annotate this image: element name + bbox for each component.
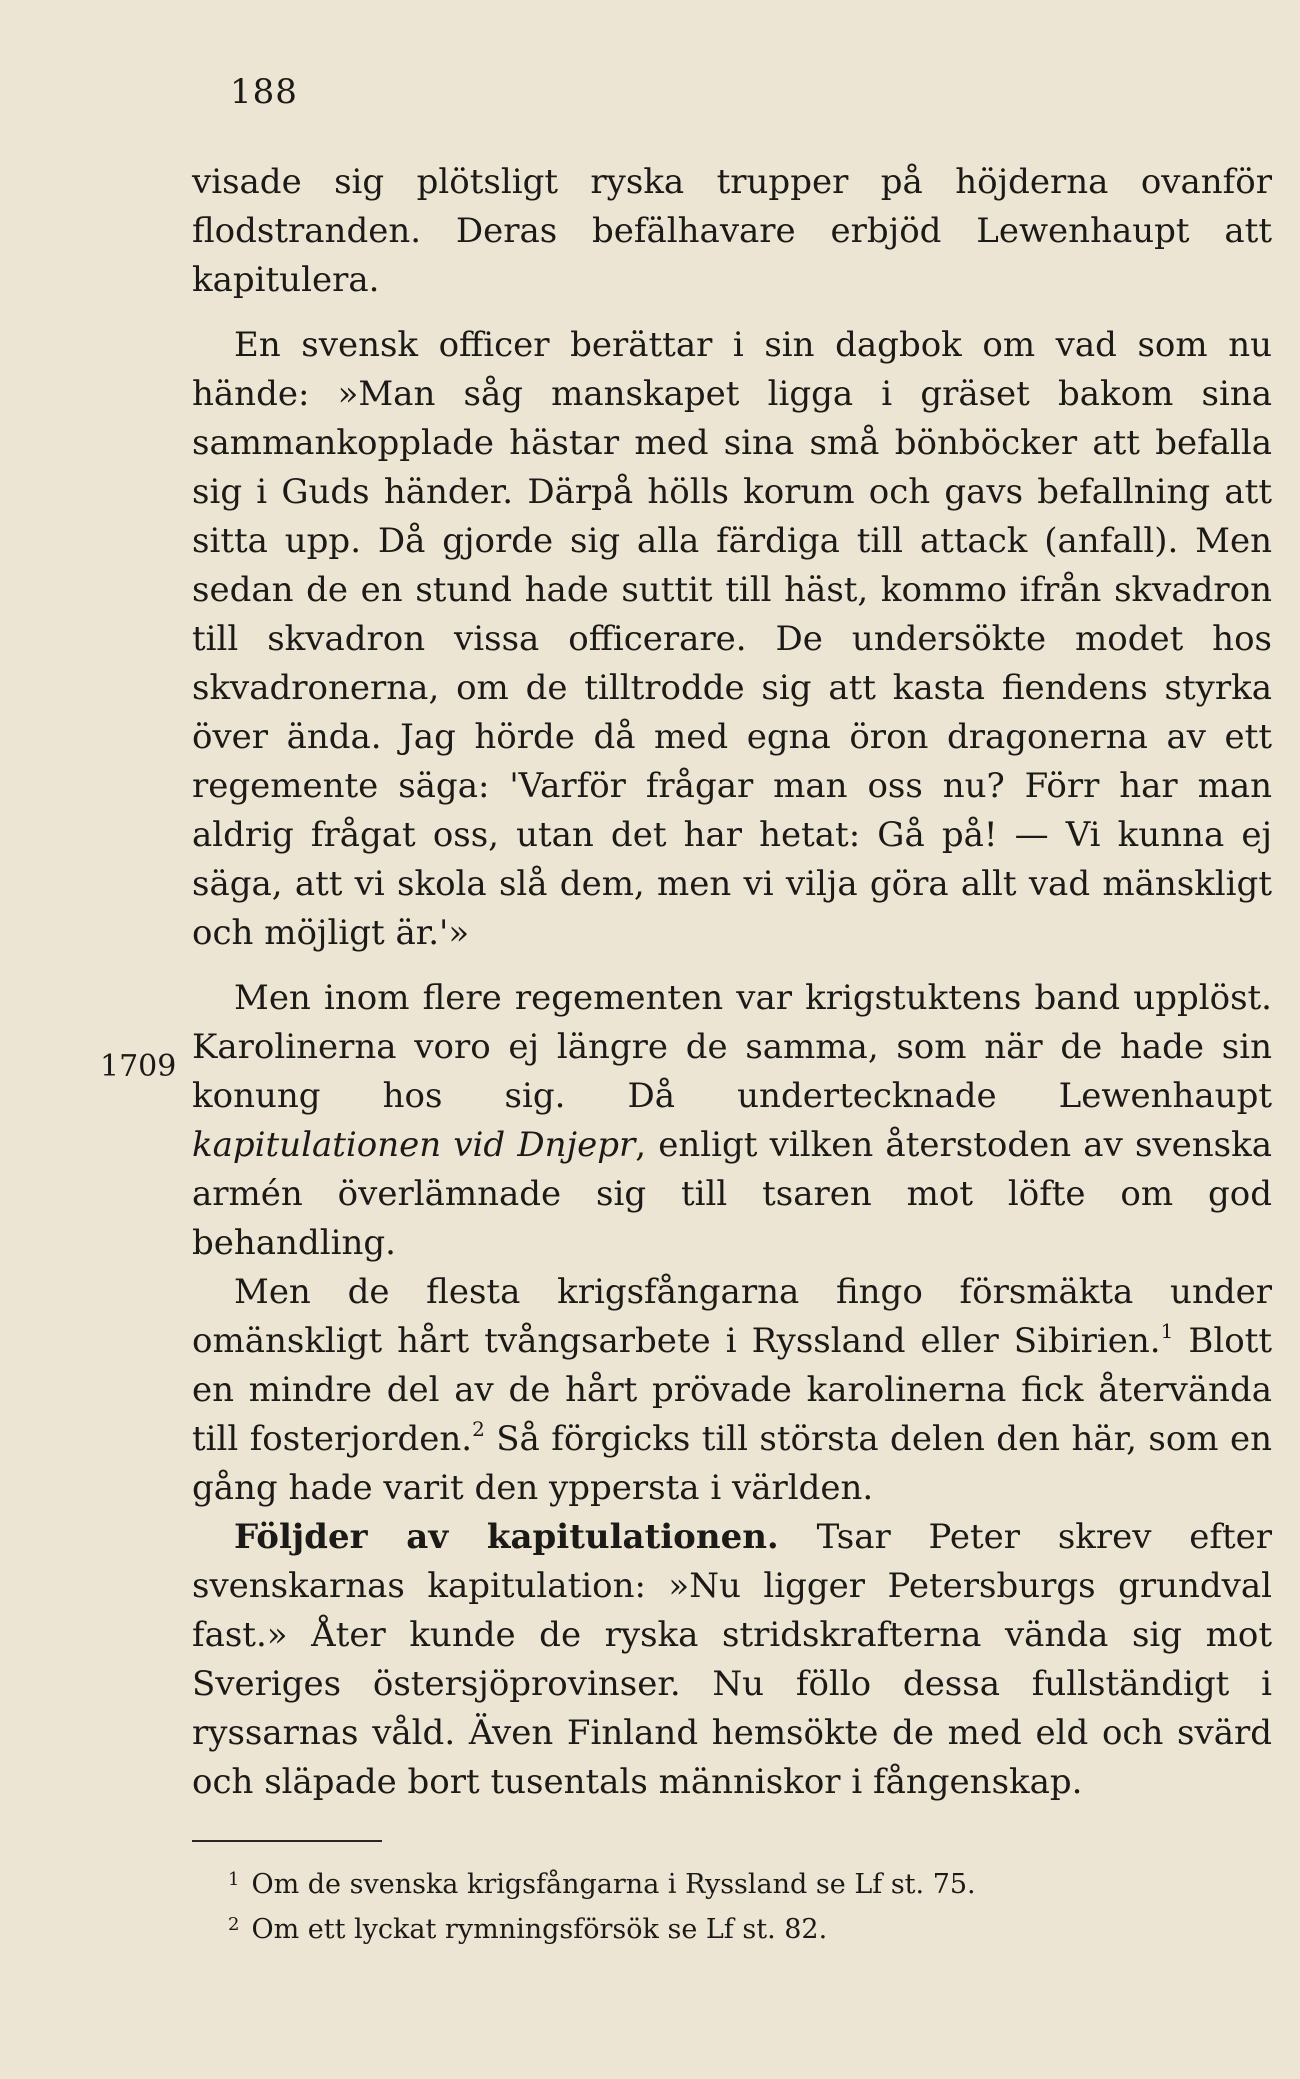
section-heading: Följder av kapitulationen. [234, 1517, 779, 1557]
paragraph-3-end: , enligt vilken återstoden av svenska armén överlämnade sig till tsaren mot löfte om god behandling. [192, 1125, 1272, 1263]
footnote-ref-2: 2 [472, 1417, 485, 1441]
footnote-1 [228, 1860, 1228, 1905]
paragraph-3 [192, 974, 1272, 1268]
main-text [192, 158, 1272, 1807]
paragraph-4 [192, 1268, 1272, 1513]
paragraph-3-start: Men inom flere regementen var krigstuktens band upplöst. Karolinerna voro ej längre de samma, som när de hade sin konung hos sig. Då undertecknade Lewenhaupt [192, 978, 1272, 1116]
margin-year-note: 1709 [100, 1049, 177, 1084]
footnote-mark-1: 1 [228, 1869, 240, 1890]
paragraph-5-text: Tsar Peter skrev efter svenskarnas kapitulation: »Nu ligger Petersburgs grundval fast.» Åter kunde de ryska stridskrafterna vända sig mot Sveriges östersjöprovinser. Nu föllo dessa fullständigt i ryssarnas våld. Även Finland hemsökte de med eld och svärd och släpade bort tusentals människor i fångenskap. [192, 1517, 1272, 1802]
footnote-2 [228, 1905, 1228, 1950]
paragraph-5 [192, 1513, 1272, 1807]
footnote-text-2: Om ett lyckat rymningsförsök se Lf st. 82. [251, 1914, 828, 1945]
footnote-text-1: Om de svenska krigsfångarna i Ryssland se Lf st. 75. [251, 1869, 976, 1900]
footnote-mark-2: 2 [228, 1914, 240, 1935]
footnote-divider [192, 1840, 382, 1842]
paragraph-4-part-b: Blott en mindre del av de hårt prövade karolinerna fick återvända till fosterjorden. [192, 1321, 1272, 1459]
italic-term: kapitulationen vid Dnjepr [192, 1125, 636, 1165]
footnote-ref-1: 1 [1160, 1319, 1174, 1343]
footnotes [228, 1860, 1228, 1950]
paragraph-4-part-c: Så förgicks till största delen den här, som en gång hade varit den yppersta i världen. [192, 1419, 1272, 1508]
paragraph-4-part-a: Men de flesta krigsfångarna fingo försmäkta under omänskligt hårt tvångsarbete i Ryssland eller Sibirien. [192, 1272, 1272, 1361]
paragraph-2: En svensk officer berättar i sin dagbok om vad som nu hände: »Man såg manskapet ligga i gräset bakom sina sammankopplade hästar med sina små bönböcker att befalla sig i Guds händer. Därpå hölls korum och gavs befallning att sitta upp. Då gjorde sig alla färdiga till attack (anfall). Men sedan de en stund hade suttit till häst, kommo ifrån skvadron till skvadron vissa officerare. De undersökte modet hos skvadronerna, om de tilltrodde sig att kasta fiendens styrka över ända. Jag hörde då med egna öron dragonerna av ett regemente säga: 'Varför frågar man oss nu? Förr har man aldrig frågat oss, utan det har hetat: Gå på! — Vi kunna ej säga, att vi skola slå dem, men vi vilja göra allt vad mänskligt och möjligt är.'» [192, 325, 1272, 953]
paragraph-1: visade sig plötsligt ryska trupper på höjderna ovanför flodstranden. Deras befälhavare erbjöd Lewenhaupt att kapitulera. [192, 162, 1272, 300]
page-number: 188 [230, 72, 298, 112]
